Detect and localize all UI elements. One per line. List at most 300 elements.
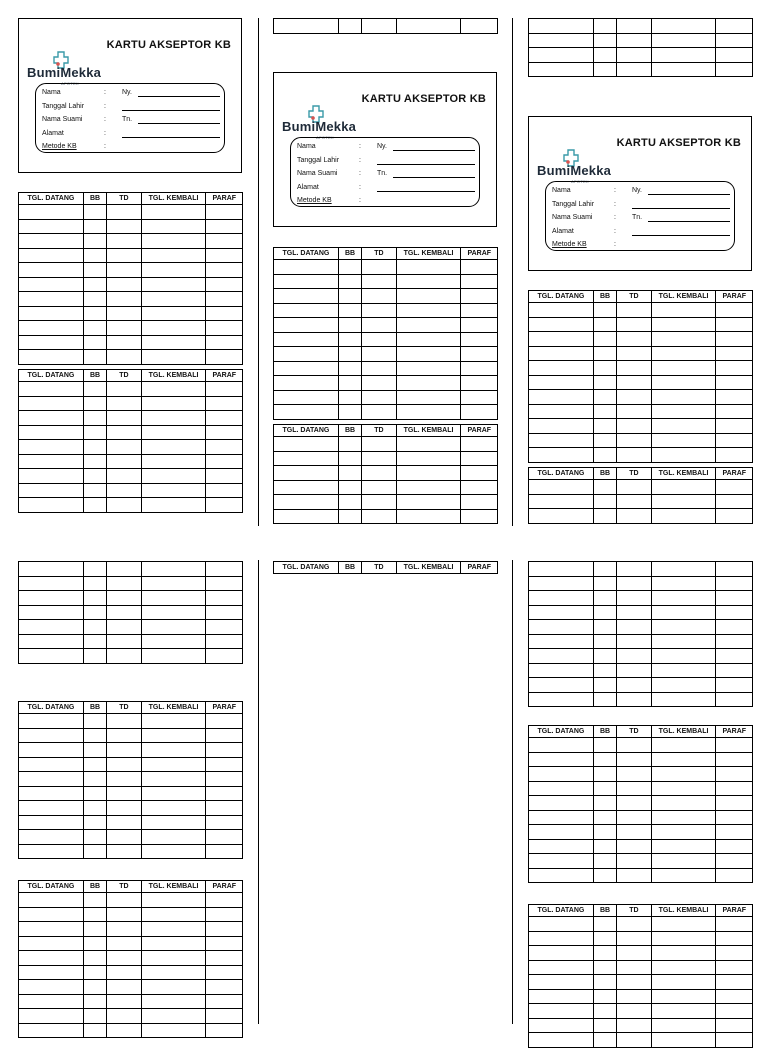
table-cell[interactable] bbox=[716, 825, 753, 840]
table-cell[interactable] bbox=[107, 234, 141, 249]
table-cell[interactable] bbox=[716, 19, 753, 34]
table-cell[interactable] bbox=[716, 854, 753, 869]
table-cell[interactable] bbox=[617, 361, 651, 376]
table-cell[interactable] bbox=[593, 361, 616, 376]
table-cell[interactable] bbox=[593, 663, 616, 678]
table-cell[interactable] bbox=[617, 946, 651, 961]
table-cell[interactable] bbox=[362, 19, 396, 34]
table-cell[interactable] bbox=[107, 576, 141, 591]
table-cell[interactable] bbox=[19, 1023, 84, 1038]
table-cell[interactable] bbox=[529, 605, 594, 620]
table-cell[interactable] bbox=[593, 332, 616, 347]
table-cell[interactable] bbox=[716, 562, 753, 577]
field-input-line[interactable] bbox=[138, 96, 220, 97]
table-cell[interactable] bbox=[529, 19, 594, 34]
table-cell[interactable] bbox=[141, 893, 206, 908]
table-cell[interactable] bbox=[206, 205, 243, 220]
table-cell[interactable] bbox=[83, 649, 106, 664]
table-cell[interactable] bbox=[107, 634, 141, 649]
table-cell[interactable] bbox=[83, 951, 106, 966]
table-cell[interactable] bbox=[651, 868, 716, 883]
table-cell[interactable] bbox=[716, 509, 753, 524]
table-cell[interactable] bbox=[716, 332, 753, 347]
table-cell[interactable] bbox=[141, 605, 206, 620]
table-cell[interactable] bbox=[274, 405, 339, 420]
field-input-line[interactable] bbox=[648, 194, 730, 195]
table-cell[interactable] bbox=[396, 318, 461, 333]
table-cell[interactable] bbox=[107, 469, 141, 484]
table-cell[interactable] bbox=[362, 405, 396, 420]
table-cell[interactable] bbox=[206, 757, 243, 772]
table-cell[interactable] bbox=[529, 576, 594, 591]
table-cell[interactable] bbox=[107, 350, 141, 365]
table-cell[interactable] bbox=[83, 844, 106, 859]
table-cell[interactable] bbox=[206, 634, 243, 649]
table-cell[interactable] bbox=[274, 495, 339, 510]
table-cell[interactable] bbox=[396, 19, 461, 34]
table-cell[interactable] bbox=[83, 757, 106, 772]
table-cell[interactable] bbox=[593, 1018, 616, 1033]
table-cell[interactable] bbox=[651, 375, 716, 390]
table-cell[interactable] bbox=[206, 1023, 243, 1038]
table-cell[interactable] bbox=[274, 390, 339, 405]
table-cell[interactable] bbox=[651, 946, 716, 961]
table-cell[interactable] bbox=[19, 335, 84, 350]
table-cell[interactable] bbox=[107, 454, 141, 469]
table-cell[interactable] bbox=[529, 1018, 594, 1033]
table-cell[interactable] bbox=[617, 605, 651, 620]
table-cell[interactable] bbox=[107, 263, 141, 278]
table-cell[interactable] bbox=[141, 815, 206, 830]
table-cell[interactable] bbox=[141, 714, 206, 729]
table-cell[interactable] bbox=[529, 634, 594, 649]
table-cell[interactable] bbox=[107, 994, 141, 1009]
table-cell[interactable] bbox=[617, 917, 651, 932]
table-cell[interactable] bbox=[617, 433, 651, 448]
table-cell[interactable] bbox=[107, 936, 141, 951]
table-cell[interactable] bbox=[716, 752, 753, 767]
field-input-line[interactable] bbox=[122, 137, 220, 138]
table-cell[interactable] bbox=[338, 495, 361, 510]
table-cell[interactable] bbox=[107, 893, 141, 908]
table-cell[interactable] bbox=[651, 494, 716, 509]
table-cell[interactable] bbox=[107, 844, 141, 859]
table-cell[interactable] bbox=[529, 1004, 594, 1019]
table-cell[interactable] bbox=[19, 786, 84, 801]
table-cell[interactable] bbox=[617, 781, 651, 796]
table-cell[interactable] bbox=[19, 830, 84, 845]
table-cell[interactable] bbox=[206, 576, 243, 591]
table-cell[interactable] bbox=[716, 1033, 753, 1048]
table-cell[interactable] bbox=[141, 772, 206, 787]
table-cell[interactable] bbox=[206, 469, 243, 484]
table-cell[interactable] bbox=[617, 509, 651, 524]
table-cell[interactable] bbox=[107, 743, 141, 758]
table-cell[interactable] bbox=[593, 494, 616, 509]
table-cell[interactable] bbox=[19, 263, 84, 278]
table-cell[interactable] bbox=[19, 440, 84, 455]
table-cell[interactable] bbox=[617, 649, 651, 664]
table-cell[interactable] bbox=[141, 248, 206, 263]
table-cell[interactable] bbox=[529, 738, 594, 753]
field-input-line[interactable] bbox=[393, 177, 475, 178]
table-cell[interactable] bbox=[338, 480, 361, 495]
table-cell[interactable] bbox=[593, 839, 616, 854]
table-cell[interactable] bbox=[141, 350, 206, 365]
table-cell[interactable] bbox=[529, 332, 594, 347]
table-cell[interactable] bbox=[274, 303, 339, 318]
table-cell[interactable] bbox=[617, 33, 651, 48]
table-cell[interactable] bbox=[396, 274, 461, 289]
table-cell[interactable] bbox=[206, 483, 243, 498]
table-cell[interactable] bbox=[461, 347, 498, 362]
table-cell[interactable] bbox=[19, 425, 84, 440]
table-cell[interactable] bbox=[19, 815, 84, 830]
table-cell[interactable] bbox=[206, 649, 243, 664]
table-cell[interactable] bbox=[617, 931, 651, 946]
table-cell[interactable] bbox=[19, 907, 84, 922]
table-cell[interactable] bbox=[19, 292, 84, 307]
table-cell[interactable] bbox=[107, 382, 141, 397]
table-cell[interactable] bbox=[593, 946, 616, 961]
table-cell[interactable] bbox=[107, 605, 141, 620]
table-cell[interactable] bbox=[617, 1033, 651, 1048]
table-cell[interactable] bbox=[716, 390, 753, 405]
table-cell[interactable] bbox=[396, 495, 461, 510]
table-cell[interactable] bbox=[206, 936, 243, 951]
table-cell[interactable] bbox=[651, 678, 716, 693]
table-cell[interactable] bbox=[461, 437, 498, 452]
table-cell[interactable] bbox=[651, 931, 716, 946]
table-cell[interactable] bbox=[651, 404, 716, 419]
table-cell[interactable] bbox=[107, 292, 141, 307]
table-cell[interactable] bbox=[617, 839, 651, 854]
table-cell[interactable] bbox=[83, 922, 106, 937]
table-cell[interactable] bbox=[716, 975, 753, 990]
table-cell[interactable] bbox=[716, 931, 753, 946]
table-cell[interactable] bbox=[461, 495, 498, 510]
table-cell[interactable] bbox=[362, 480, 396, 495]
table-cell[interactable] bbox=[396, 260, 461, 275]
table-cell[interactable] bbox=[141, 335, 206, 350]
table-cell[interactable] bbox=[206, 219, 243, 234]
table-cell[interactable] bbox=[651, 854, 716, 869]
table-cell[interactable] bbox=[529, 346, 594, 361]
table-cell[interactable] bbox=[617, 1004, 651, 1019]
table-cell[interactable] bbox=[461, 451, 498, 466]
table-cell[interactable] bbox=[461, 390, 498, 405]
table-cell[interactable] bbox=[107, 1009, 141, 1024]
table-cell[interactable] bbox=[529, 620, 594, 635]
table-cell[interactable] bbox=[362, 303, 396, 318]
table-cell[interactable] bbox=[206, 844, 243, 859]
table-cell[interactable] bbox=[19, 219, 84, 234]
table-cell[interactable] bbox=[206, 714, 243, 729]
table-cell[interactable] bbox=[141, 469, 206, 484]
table-cell[interactable] bbox=[141, 965, 206, 980]
table-cell[interactable] bbox=[274, 332, 339, 347]
table-cell[interactable] bbox=[206, 321, 243, 336]
table-cell[interactable] bbox=[617, 1018, 651, 1033]
table-cell[interactable] bbox=[107, 498, 141, 513]
table-cell[interactable] bbox=[529, 562, 594, 577]
table-cell[interactable] bbox=[593, 767, 616, 782]
table-cell[interactable] bbox=[716, 605, 753, 620]
table-cell[interactable] bbox=[529, 649, 594, 664]
table-cell[interactable] bbox=[593, 781, 616, 796]
table-cell[interactable] bbox=[529, 419, 594, 434]
table-cell[interactable] bbox=[83, 1009, 106, 1024]
table-cell[interactable] bbox=[206, 234, 243, 249]
table-cell[interactable] bbox=[529, 361, 594, 376]
table-cell[interactable] bbox=[206, 907, 243, 922]
table-cell[interactable] bbox=[651, 19, 716, 34]
table-cell[interactable] bbox=[19, 965, 84, 980]
table-cell[interactable] bbox=[141, 576, 206, 591]
table-cell[interactable] bbox=[19, 498, 84, 513]
table-cell[interactable] bbox=[396, 361, 461, 376]
table-cell[interactable] bbox=[338, 332, 361, 347]
table-cell[interactable] bbox=[141, 292, 206, 307]
table-cell[interactable] bbox=[19, 1009, 84, 1024]
table-cell[interactable] bbox=[141, 757, 206, 772]
table-cell[interactable] bbox=[141, 801, 206, 816]
table-cell[interactable] bbox=[461, 361, 498, 376]
table-cell[interactable] bbox=[529, 810, 594, 825]
table-cell[interactable] bbox=[529, 404, 594, 419]
table-cell[interactable] bbox=[83, 425, 106, 440]
field-input-line[interactable] bbox=[632, 208, 730, 209]
table-cell[interactable] bbox=[593, 752, 616, 767]
field-input-line[interactable] bbox=[138, 123, 220, 124]
table-cell[interactable] bbox=[529, 62, 594, 77]
table-cell[interactable] bbox=[274, 466, 339, 481]
table-cell[interactable] bbox=[338, 361, 361, 376]
table-cell[interactable] bbox=[274, 451, 339, 466]
table-cell[interactable] bbox=[338, 347, 361, 362]
table-cell[interactable] bbox=[141, 620, 206, 635]
table-cell[interactable] bbox=[83, 830, 106, 845]
table-cell[interactable] bbox=[107, 620, 141, 635]
table-cell[interactable] bbox=[529, 375, 594, 390]
table-cell[interactable] bbox=[206, 382, 243, 397]
table-cell[interactable] bbox=[651, 839, 716, 854]
table-cell[interactable] bbox=[107, 591, 141, 606]
table-cell[interactable] bbox=[83, 714, 106, 729]
table-cell[interactable] bbox=[529, 33, 594, 48]
table-cell[interactable] bbox=[716, 663, 753, 678]
table-cell[interactable] bbox=[716, 620, 753, 635]
table-cell[interactable] bbox=[651, 419, 716, 434]
table-cell[interactable] bbox=[617, 634, 651, 649]
table-cell[interactable] bbox=[651, 317, 716, 332]
table-cell[interactable] bbox=[529, 678, 594, 693]
table-cell[interactable] bbox=[529, 796, 594, 811]
table-cell[interactable] bbox=[593, 448, 616, 463]
table-cell[interactable] bbox=[529, 989, 594, 1004]
table-cell[interactable] bbox=[362, 260, 396, 275]
table-cell[interactable] bbox=[362, 390, 396, 405]
table-cell[interactable] bbox=[716, 419, 753, 434]
table-cell[interactable] bbox=[593, 975, 616, 990]
table-cell[interactable] bbox=[206, 350, 243, 365]
table-cell[interactable] bbox=[141, 728, 206, 743]
table-cell[interactable] bbox=[617, 752, 651, 767]
table-cell[interactable] bbox=[716, 33, 753, 48]
table-cell[interactable] bbox=[716, 868, 753, 883]
table-cell[interactable] bbox=[19, 277, 84, 292]
table-cell[interactable] bbox=[617, 317, 651, 332]
table-cell[interactable] bbox=[107, 425, 141, 440]
table-cell[interactable] bbox=[206, 728, 243, 743]
table-cell[interactable] bbox=[83, 772, 106, 787]
table-cell[interactable] bbox=[651, 649, 716, 664]
table-cell[interactable] bbox=[593, 960, 616, 975]
table-cell[interactable] bbox=[529, 825, 594, 840]
table-cell[interactable] bbox=[107, 714, 141, 729]
table-cell[interactable] bbox=[338, 390, 361, 405]
table-cell[interactable] bbox=[141, 396, 206, 411]
table-cell[interactable] bbox=[19, 205, 84, 220]
table-cell[interactable] bbox=[107, 411, 141, 426]
table-cell[interactable] bbox=[651, 390, 716, 405]
table-cell[interactable] bbox=[206, 263, 243, 278]
table-cell[interactable] bbox=[107, 483, 141, 498]
table-cell[interactable] bbox=[651, 692, 716, 707]
table-cell[interactable] bbox=[529, 509, 594, 524]
table-cell[interactable] bbox=[593, 678, 616, 693]
table-cell[interactable] bbox=[338, 260, 361, 275]
table-cell[interactable] bbox=[593, 317, 616, 332]
table-cell[interactable] bbox=[83, 743, 106, 758]
table-cell[interactable] bbox=[529, 960, 594, 975]
table-cell[interactable] bbox=[651, 332, 716, 347]
field-input-line[interactable] bbox=[377, 164, 475, 165]
table-cell[interactable] bbox=[617, 390, 651, 405]
table-cell[interactable] bbox=[617, 620, 651, 635]
table-cell[interactable] bbox=[206, 801, 243, 816]
table-cell[interactable] bbox=[107, 396, 141, 411]
table-cell[interactable] bbox=[107, 907, 141, 922]
table-cell[interactable] bbox=[716, 303, 753, 318]
table-cell[interactable] bbox=[617, 825, 651, 840]
table-cell[interactable] bbox=[83, 936, 106, 951]
table-cell[interactable] bbox=[206, 396, 243, 411]
table-cell[interactable] bbox=[338, 303, 361, 318]
table-cell[interactable] bbox=[716, 767, 753, 782]
table-cell[interactable] bbox=[396, 466, 461, 481]
table-cell[interactable] bbox=[396, 437, 461, 452]
table-cell[interactable] bbox=[141, 562, 206, 577]
table-cell[interactable] bbox=[617, 678, 651, 693]
table-cell[interactable] bbox=[617, 19, 651, 34]
table-cell[interactable] bbox=[651, 634, 716, 649]
table-cell[interactable] bbox=[651, 825, 716, 840]
table-cell[interactable] bbox=[274, 509, 339, 524]
table-cell[interactable] bbox=[529, 390, 594, 405]
table-cell[interactable] bbox=[651, 975, 716, 990]
table-cell[interactable] bbox=[206, 922, 243, 937]
table-cell[interactable] bbox=[19, 801, 84, 816]
table-cell[interactable] bbox=[107, 306, 141, 321]
table-cell[interactable] bbox=[593, 419, 616, 434]
table-cell[interactable] bbox=[529, 480, 594, 495]
table-cell[interactable] bbox=[19, 576, 84, 591]
table-cell[interactable] bbox=[274, 361, 339, 376]
table-cell[interactable] bbox=[83, 396, 106, 411]
table-cell[interactable] bbox=[617, 868, 651, 883]
table-cell[interactable] bbox=[141, 634, 206, 649]
field-input-line[interactable] bbox=[632, 235, 730, 236]
table-cell[interactable] bbox=[107, 980, 141, 995]
table-cell[interactable] bbox=[19, 994, 84, 1009]
table-cell[interactable] bbox=[716, 494, 753, 509]
table-cell[interactable] bbox=[716, 433, 753, 448]
table-cell[interactable] bbox=[593, 433, 616, 448]
table-cell[interactable] bbox=[19, 936, 84, 951]
table-cell[interactable] bbox=[206, 562, 243, 577]
table-cell[interactable] bbox=[529, 692, 594, 707]
table-cell[interactable] bbox=[274, 289, 339, 304]
table-cell[interactable] bbox=[19, 562, 84, 577]
table-cell[interactable] bbox=[529, 433, 594, 448]
table-cell[interactable] bbox=[593, 375, 616, 390]
table-cell[interactable] bbox=[617, 975, 651, 990]
table-cell[interactable] bbox=[141, 205, 206, 220]
table-cell[interactable] bbox=[107, 321, 141, 336]
table-cell[interactable] bbox=[651, 1018, 716, 1033]
table-cell[interactable] bbox=[83, 263, 106, 278]
table-cell[interactable] bbox=[83, 306, 106, 321]
table-cell[interactable] bbox=[651, 738, 716, 753]
table-cell[interactable] bbox=[716, 591, 753, 606]
table-cell[interactable] bbox=[617, 375, 651, 390]
table-cell[interactable] bbox=[141, 454, 206, 469]
table-cell[interactable] bbox=[83, 219, 106, 234]
table-cell[interactable] bbox=[593, 33, 616, 48]
table-cell[interactable] bbox=[206, 620, 243, 635]
table-cell[interactable] bbox=[206, 605, 243, 620]
table-cell[interactable] bbox=[206, 772, 243, 787]
table-cell[interactable] bbox=[141, 498, 206, 513]
table-cell[interactable] bbox=[19, 649, 84, 664]
table-cell[interactable] bbox=[141, 786, 206, 801]
table-cell[interactable] bbox=[83, 728, 106, 743]
table-cell[interactable] bbox=[362, 495, 396, 510]
table-cell[interactable] bbox=[362, 437, 396, 452]
table-cell[interactable] bbox=[716, 960, 753, 975]
table-cell[interactable] bbox=[593, 692, 616, 707]
table-cell[interactable] bbox=[206, 454, 243, 469]
table-cell[interactable] bbox=[716, 480, 753, 495]
table-cell[interactable] bbox=[83, 605, 106, 620]
table-cell[interactable] bbox=[141, 936, 206, 951]
table-cell[interactable] bbox=[716, 346, 753, 361]
table-cell[interactable] bbox=[141, 1023, 206, 1038]
table-cell[interactable] bbox=[83, 815, 106, 830]
table-cell[interactable] bbox=[83, 483, 106, 498]
table-cell[interactable] bbox=[617, 989, 651, 1004]
table-cell[interactable] bbox=[362, 332, 396, 347]
table-cell[interactable] bbox=[83, 576, 106, 591]
table-cell[interactable] bbox=[206, 994, 243, 1009]
table-cell[interactable] bbox=[83, 205, 106, 220]
table-cell[interactable] bbox=[651, 810, 716, 825]
table-cell[interactable] bbox=[83, 634, 106, 649]
table-cell[interactable] bbox=[529, 752, 594, 767]
table-cell[interactable] bbox=[651, 562, 716, 577]
table-cell[interactable] bbox=[593, 738, 616, 753]
